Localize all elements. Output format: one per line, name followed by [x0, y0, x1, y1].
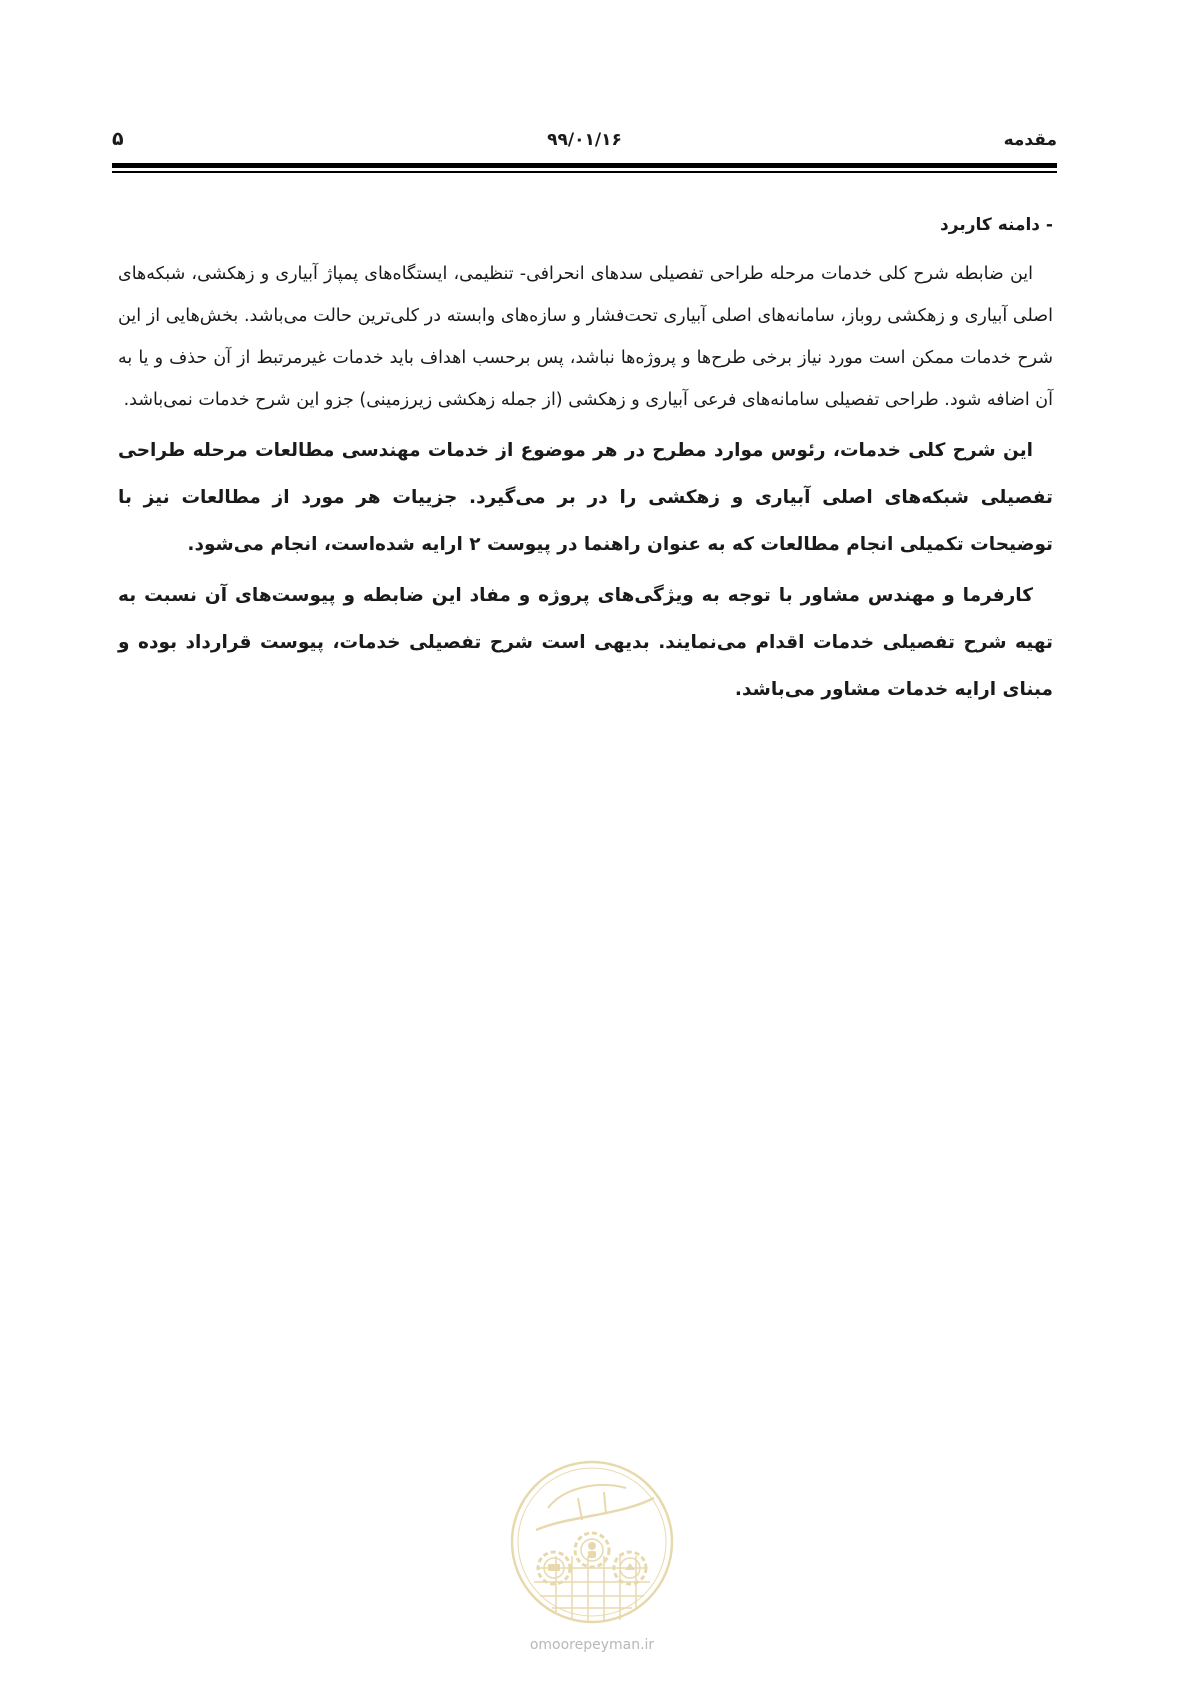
- paragraph-scope: این ضابطه شرح کلی خدمات مرحله طراحی تفصیلی سدهای انحرافی- تنظیمی، ایستگاه‌های پمپاژ آبیاری و زهکشی، شبکه‌های اصلی آبیاری و زهکشی روباز، سامانه‌های اصلی آبیاری تحت‌فشار و سازه‌های وابسته در کلی‌ترین حالت می‌باشد. بخش‌هایی از این شرح خدمات ممکن است مورد نیاز برخی طرح‌ها و پروژه‌ها نباشد، پس برحسب اهداف باید خدمات غیرمرتبط از آن حذف و یا به آن اضافه شود. طراحی تفصیلی سامانه‌های فرعی آبیاری و زهکشی (از جمله زهکشی زیرزمینی) جزو این شرح خدمات نمی‌باشد.: [118, 264, 1053, 410]
- section-heading: - دامنه کاربرد: [940, 215, 1053, 235]
- header-date: ۹۹/۰۱/۱۶: [547, 130, 622, 150]
- section-content: [118, 215, 1053, 717]
- paragraph-general-services: این شرح کلی خدمات، رئوس موارد مطرح در هر موضوع از خدمات مهندسی مطالعات مرحله طراحی تفصیلی شبکه‌های اصلی آبیاری و زهکشی را در بر می‌گیرد. جزییات هر مورد از مطالعات نیز با توضیحات تکمیلی انجام مطالعات که به عنوان راهنما در پیوست ۲ ارایه شده‌است، انجام می‌شود.: [118, 440, 1053, 555]
- header-rule-thin: [112, 171, 1057, 173]
- header-title: مقدمه: [1003, 130, 1057, 150]
- watermark-website: omoorepeyman.ir: [529, 1637, 655, 1653]
- page-header: [112, 128, 1057, 154]
- watermark-seal-logo: [508, 1458, 676, 1626]
- page-number: ۵: [112, 128, 124, 150]
- paragraph-client-consultant: کارفرما و مهندس مشاور با توجه به ویژگی‌های پروژه و مفاد این ضابطه و پیوست‌های آن نسبت به تهیه شرح تفصیلی خدمات اقدام می‌نمایند. بدیهی است شرح تفصیلی خدمات، پیوست قرارداد بوده و مبنای ارایه خدمات مشاور می‌باشد.: [118, 585, 1053, 700]
- header-rule-thick: [112, 163, 1057, 168]
